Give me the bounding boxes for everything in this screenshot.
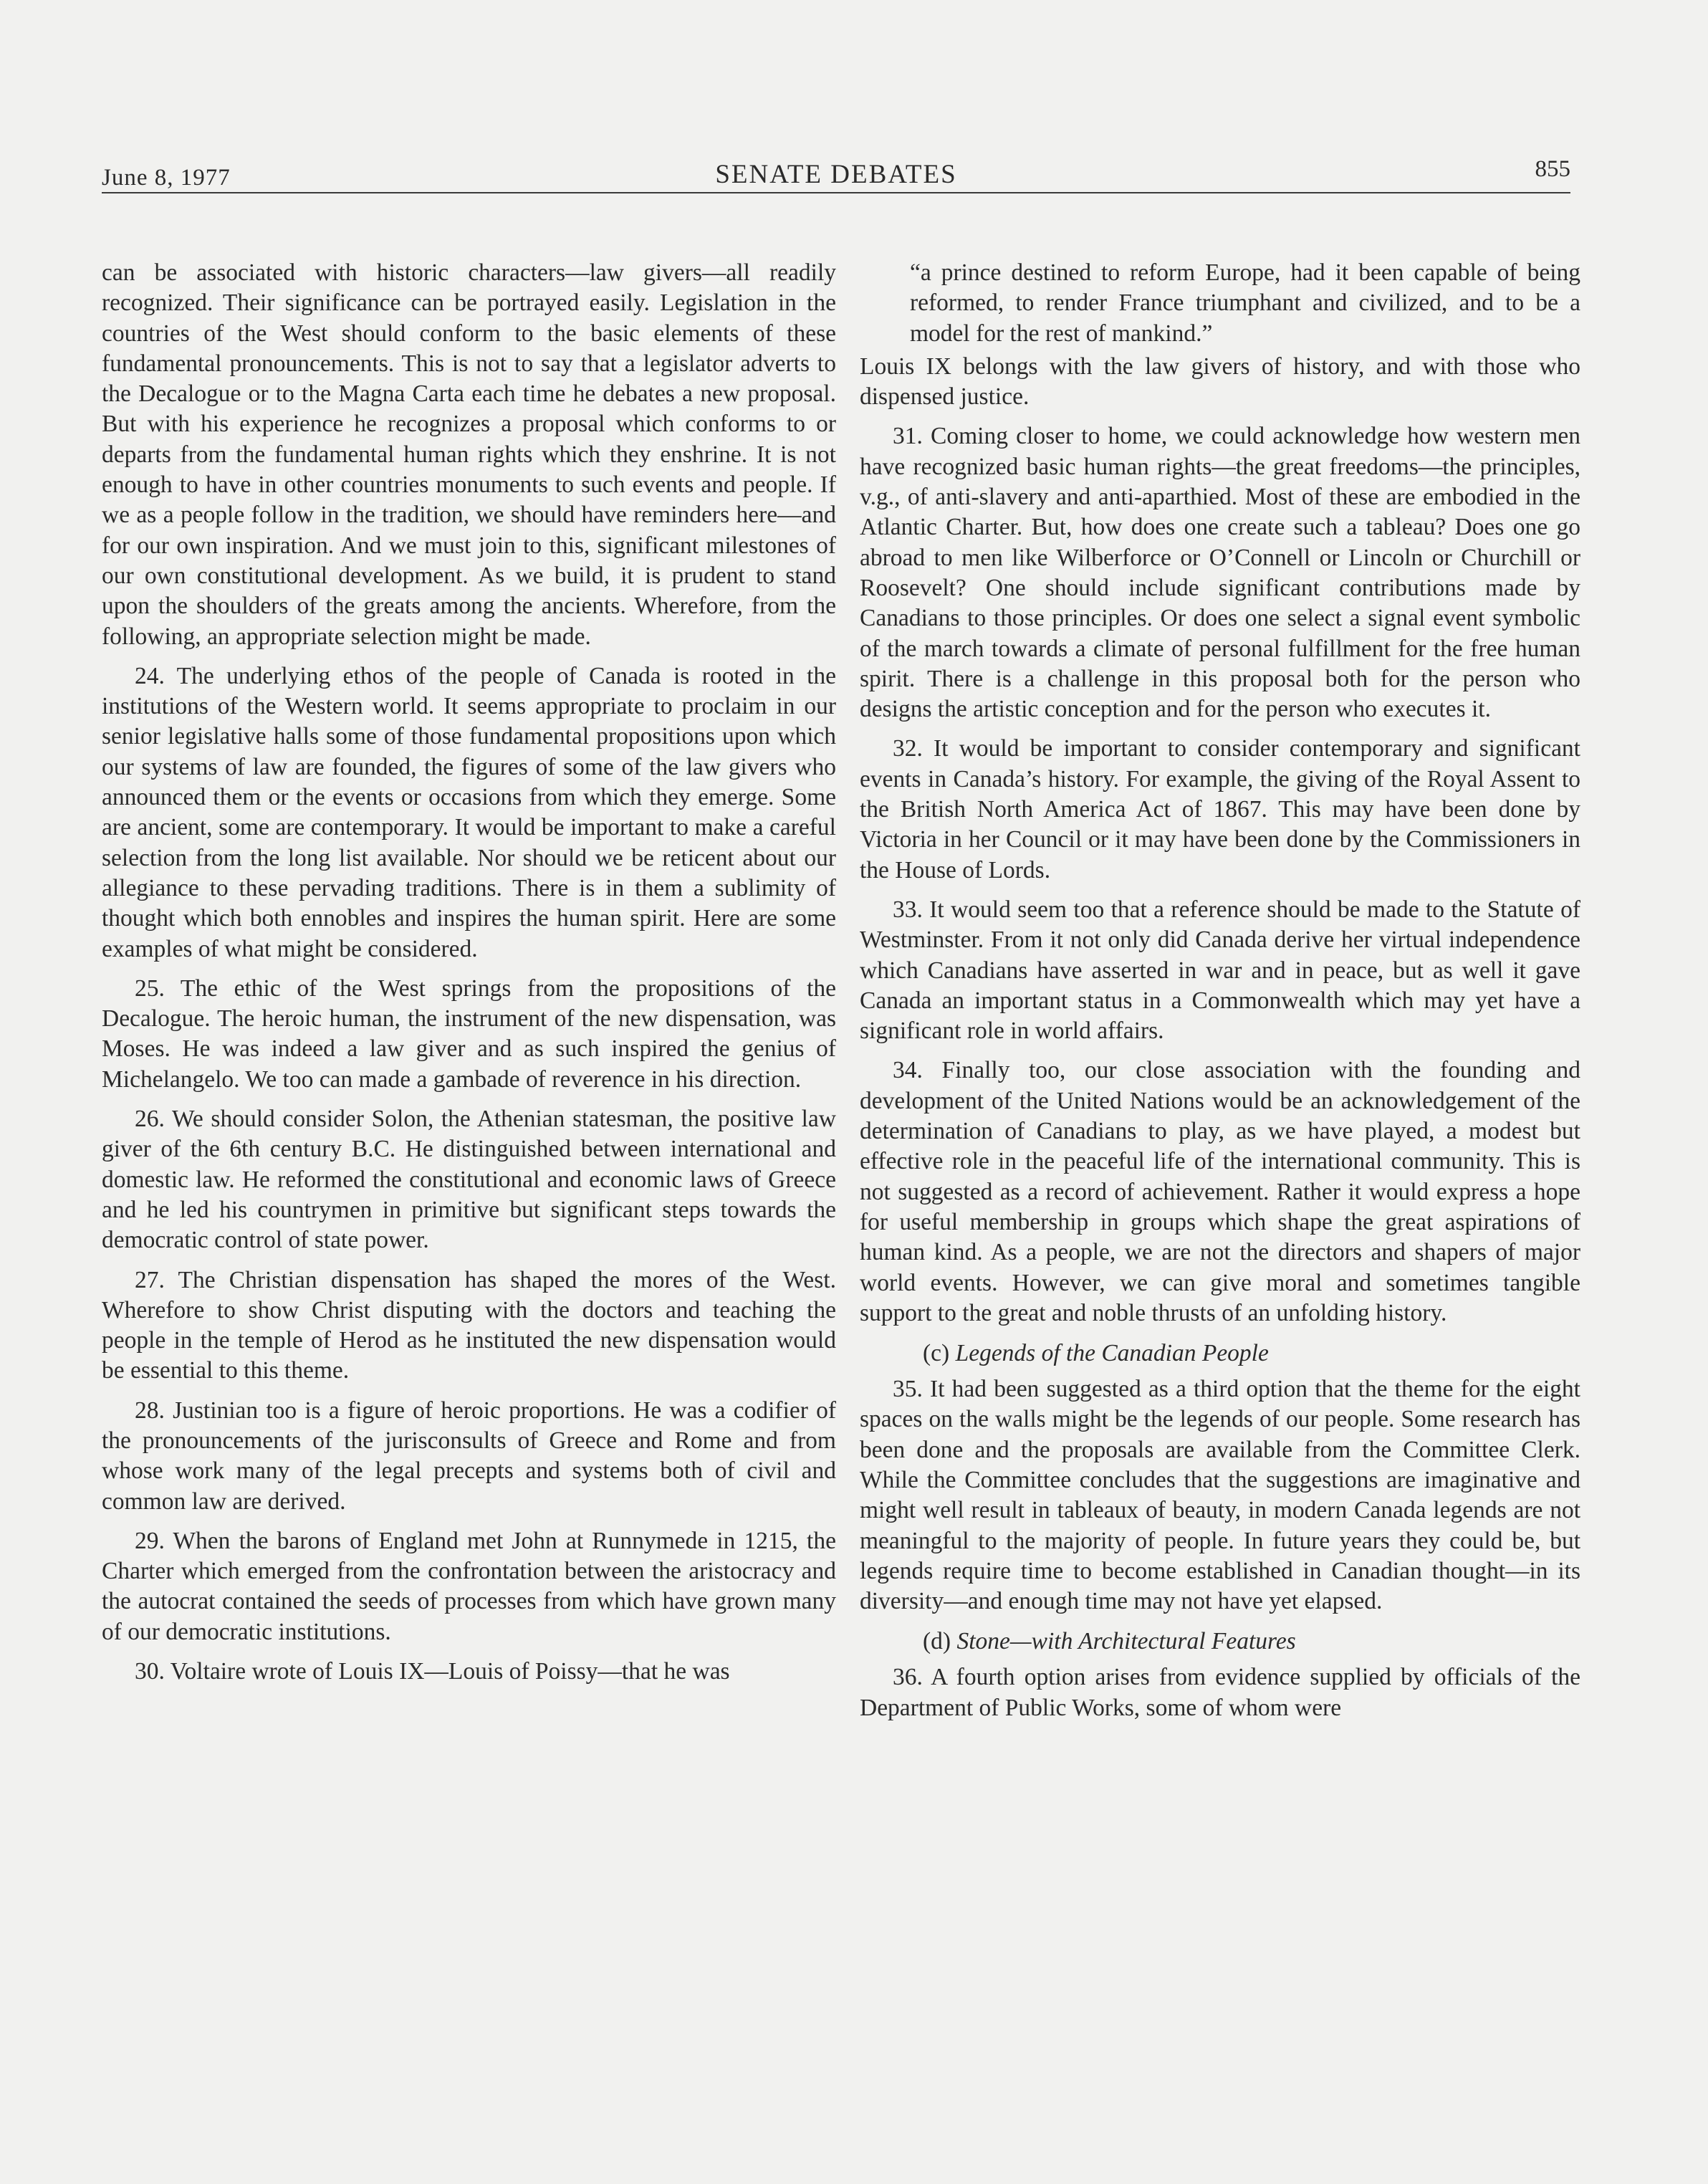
page-number: 855	[1535, 156, 1570, 182]
paragraph-24: 24. The underlying ethos of the people of Canada is rooted in the institutions of the Western world. It seems appropriate to proclaim in our senior legislative halls some of those fundamental propositions upon which our systems of law are founded, the figures of some of the law givers who announced them or the events or occasions from which they emerge. Some are ancient, some are contemporary. It would be important to make a careful selection from the long list available. Nor should we be reticent about our allegiance to these pervading traditions. There is in them a sublimity of thought which both ennobles and inspires the human spirit. Here are some examples of what might be considered.	[102, 662, 836, 962]
paragraph-continued: can be associated with historic characters—law givers—all readily recognized. Their significance can be portrayed easily. Legislation in the countries of the West should conform to the basic elements of these fundamental pronouncements. This is not to say that a legislator adverts to the Decalogue or to the Magna Carta each time he debates a new proposal. But with his experience he recognizes a proposal which conforms to or departs from the fundamental human rights which they enshrine. It is not enough to have in other countries monuments to such events and people. If we as a people follow in the tradition, we should have reminders here—and for our own inspiration. And we must join to this, significant milestones of our own constitutional development. As we build, it is prudent to stand upon the shoulders of the greats among the ancients. Wherefore, from the following, an appropriate selection might be made.	[102, 259, 836, 650]
paragraph-30-continued: Louis IX belongs with the law givers of history, and with those who dispensed justice.	[860, 353, 1580, 411]
paragraph-34: 34. Finally too, our close association with the founding and development of the United Nations would be an acknowledgement of the determination of Canadians to play, as we have played, a modest but effective role in the peaceful life of the international community. This is not suggested as a record of achievement. Rather it would express a hope for useful membership in groups which shape the great aspirations of human kind. As a people, we are not the directors and shapers of major world events. However, we can give moral and sometimes tangible support to the great and noble thrusts of an unfolding history.	[860, 1057, 1580, 1326]
paragraph-28: 28. Justinian too is a figure of heroic proportions. He was a codifier of the pronouncements of the jurisconsults of Greece and Rome and from whose work many of the legal precepts and systems both of civil and common law are derived.	[102, 1397, 836, 1515]
section-heading-c-title: Legends of the Canadian People	[955, 1340, 1269, 1367]
paragraph-30: 30. Voltaire wrote of Louis IX—Louis of Poissy—that he was	[135, 1658, 730, 1685]
paragraph-33: 33. It would seem too that a reference should be made to the Statute of Westminster. From it not only did Canada derive her virtual independence which Canadians have asserted in war and in peace, but as well it gave Canada an important status in a Commonwealth which may yet have a significant role in world affairs.	[860, 896, 1580, 1045]
right-column	[860, 258, 1580, 1723]
paragraph-29: 29. When the barons of England met John at Runnymede in 1215, the Charter which emerged from the confrontation between the aristocracy and the autocrat contained the seeds of processes from which have grown many of our democratic institutions.	[102, 1527, 836, 1645]
paragraph-27: 27. The Christian dispensation has shaped the mores of the West. Wherefore to show Christ disputing with the doctors and teaching the people in the temple of Herod as he instituted the new dispensation would be essential to this theme.	[102, 1266, 836, 1384]
paragraph-36: 36. A fourth option arises from evidence supplied by officials of the Department of Public Works, some of whom were	[860, 1664, 1580, 1721]
paragraph-32: 32. It would be important to consider contemporary and significant events in Canada’s history. For example, the giving of the Royal Assent to the British North America Act of 1867. This may have been done by Victoria in her Council or it may have been done by the Commissioners in the House of Lords.	[860, 735, 1580, 883]
section-heading-d-label: (d)	[923, 1628, 951, 1655]
left-column	[102, 258, 836, 1687]
paragraph-31: 31. Coming closer to home, we could acknowledge how western men have recognized basic human rights—the great freedoms—the principles, v.g., of anti-slavery and anti-aparthied. Most of these are embodied in the Atlantic Charter. But, how does one create such a tableau? Does one go abroad to men like Wilberforce or O’Connell or Lincoln or Churchill or Roosevelt? One should include significant contributions made by Canadians to those principles. Or does one select a signal event symbolic of the march towards a climate of personal fulfillment for the free human spirit. There is a challenge in this proposal both for the person who designs the artistic conception and for the person who executes it.	[860, 423, 1580, 723]
voltaire-quote: “a prince destined to reform Europe, had it been capable of being reformed, to render France triumphant and civilized, and to be a model for the rest of mankind.”	[910, 259, 1580, 347]
section-heading-d-title: Stone—with Architectural Features	[956, 1628, 1296, 1655]
header-date: June 8, 1977	[102, 165, 231, 191]
paragraph-25: 25. The ethic of the West springs from the propositions of the Decalogue. The heroic human, the instrument of the new dispensation, was Moses. He was indeed a law giver and as such inspired the genius of Michelangelo. We too can made a gambade of reverence in his direction.	[102, 974, 836, 1093]
section-heading-c	[860, 1338, 1580, 1369]
section-heading-c-label: (c)	[923, 1340, 950, 1367]
section-heading-d	[860, 1627, 1580, 1657]
page-header	[102, 156, 1570, 193]
header-title: SENATE DEBATES	[715, 160, 957, 189]
paragraph-26: 26. We should consider Solon, the Athenian statesman, the positive law giver of the 6th century B.C. He distinguished between international and domestic law. He reformed the constitutional and economic laws of Greece and he led his countrymen in primitive but significant steps towards the democratic control of state power.	[102, 1106, 836, 1254]
paragraph-35: 35. It had been suggested as a third option that the theme for the eight spaces on the walls might be the legends of our people. Some research has been done and the proposals are available from the Committee Clerk. While the Committee concludes that the suggestions are imaginative and might well result in tableaux of beauty, in modern Canada legends are not meaningful to the majority of people. In future years they could be, but legends require time to become established in Canadian thought—in its diversity—and enough time may not have yet elapsed.	[860, 1376, 1580, 1615]
